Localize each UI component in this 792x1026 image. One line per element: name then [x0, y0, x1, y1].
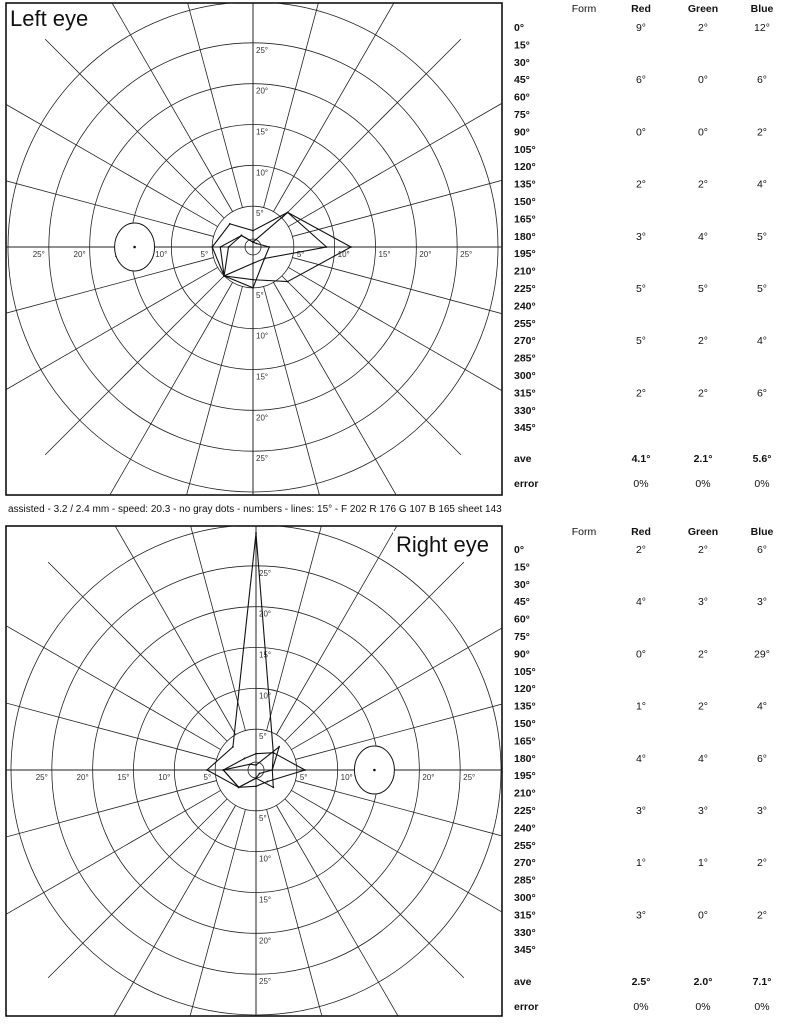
spoke-105: [177, 0, 243, 208]
angle-label-30: 30°: [514, 56, 530, 69]
cell-green-180: 4°: [697, 230, 709, 243]
spoke-225: [45, 276, 224, 455]
spoke-165: [0, 694, 217, 760]
eye-title: Left eye: [10, 6, 89, 31]
tick-up-20: 20°: [259, 609, 272, 619]
eye-title: Right eye: [396, 532, 489, 557]
angle-label-165: 165°: [514, 213, 536, 226]
tick-up-5: 5°: [256, 209, 264, 219]
cell-green-270: 1°: [697, 857, 709, 870]
field-point-red-180: [228, 246, 230, 248]
angle-label-225: 225°: [514, 283, 536, 295]
field-point-green-180: [222, 769, 224, 771]
field-point-blue-90: [255, 532, 257, 534]
tick-left-20: 20°: [73, 250, 86, 259]
tick-down-5: 5°: [259, 813, 267, 823]
spoke-135: [45, 39, 224, 218]
angle-label-255: 255°: [514, 317, 536, 330]
cell-green-225: 5°: [697, 283, 709, 295]
angle-label-300: 300°: [514, 892, 536, 904]
tick-left-5: 5°: [200, 250, 209, 259]
blind-spot-dot: [373, 769, 376, 772]
cell-green-315: 2°: [697, 387, 709, 400]
cell-red-315: 3°: [635, 909, 647, 922]
spoke-150: [0, 100, 218, 227]
angle-label-180: 180°: [514, 752, 536, 765]
cell-blue-45: 3°: [756, 596, 768, 609]
cell-blue-225: 5°: [756, 283, 768, 295]
tick-left-25: 25°: [35, 773, 48, 782]
field-point-blue-270: [252, 279, 254, 281]
error-red: 0%: [633, 1001, 649, 1013]
angle-label-330: 330°: [514, 926, 536, 939]
left-eye-chart: [0, 0, 547, 541]
cell-blue-270: 4°: [756, 335, 768, 348]
error-blue: 0%: [754, 478, 770, 490]
angle-label-315: 315°: [514, 387, 536, 400]
header-blue: Blue: [750, 526, 774, 538]
field-point-green-90: [252, 241, 254, 243]
angle-label-120: 120°: [514, 161, 536, 174]
cell-green-180: 4°: [697, 752, 709, 765]
tick-down-25: 25°: [256, 454, 269, 464]
field-point-red-0: [326, 246, 328, 248]
header-form: Form: [571, 3, 597, 15]
angle-label-345: 345°: [514, 944, 536, 957]
spoke-210: [0, 267, 218, 394]
tick-down-15: 15°: [256, 372, 269, 382]
header-green: Green: [687, 3, 719, 15]
angle-label-270: 270°: [514, 335, 536, 348]
angle-label-0: 0°: [514, 544, 525, 556]
error-blue: 0%: [754, 1001, 770, 1013]
spoke-30: [291, 623, 510, 750]
field-point-blue-225: [223, 275, 225, 277]
header-red: Red: [631, 526, 651, 538]
spoke-30: [288, 100, 507, 227]
angle-label-210: 210°: [514, 265, 536, 278]
cell-green-90: 2°: [697, 648, 709, 661]
angle-label-0: 0°: [514, 22, 525, 34]
spoke-315: [285, 799, 464, 978]
right-eye-table: [514, 526, 774, 1013]
cell-blue-270: 2°: [756, 857, 768, 870]
cell-blue-180: 6°: [756, 752, 768, 765]
angle-label-15: 15°: [514, 561, 530, 574]
tick-down-20: 20°: [256, 413, 269, 423]
ave-label: ave: [514, 976, 532, 988]
angle-label-60: 60°: [514, 91, 530, 104]
angle-label-105: 105°: [514, 143, 536, 156]
ave-label: ave: [514, 453, 532, 465]
header-blue: Blue: [750, 3, 774, 15]
spoke-300: [273, 282, 400, 501]
angle-label-240: 240°: [514, 822, 536, 835]
ave-green: 2.1°: [693, 453, 713, 465]
spoke-120: [109, 515, 236, 734]
cell-red-135: 2°: [635, 178, 647, 191]
cell-blue-135: 4°: [756, 178, 768, 191]
error-label: error: [514, 1001, 539, 1013]
grid-group: [0, 476, 550, 1026]
cell-green-45: 3°: [697, 596, 709, 609]
angle-label-165: 165°: [514, 735, 536, 748]
cell-green-315: 0°: [697, 909, 709, 922]
cell-red-45: 6°: [635, 74, 647, 87]
field-point-blue-180: [211, 246, 213, 248]
cell-red-45: 4°: [635, 596, 647, 609]
grid-group: [0, 0, 547, 541]
header-form: Form: [571, 526, 597, 538]
tick-up-20: 20°: [256, 86, 269, 96]
cell-blue-315: 6°: [756, 387, 768, 400]
field-point-green-135: [241, 235, 243, 237]
cell-red-315: 2°: [635, 387, 647, 400]
angle-label-300: 300°: [514, 370, 536, 382]
tick-left-15: 15°: [117, 773, 130, 782]
spoke-330: [288, 267, 507, 394]
error-label: error: [514, 478, 539, 490]
spoke-165: [0, 171, 214, 237]
field-point-blue-180: [206, 769, 208, 771]
angle-label-255: 255°: [514, 839, 536, 852]
cell-blue-0: 6°: [756, 544, 768, 556]
error-green: 0%: [695, 1001, 711, 1013]
tick-left-10: 10°: [158, 773, 171, 782]
field-point-red-135: [249, 763, 251, 765]
spoke-195: [0, 781, 217, 847]
field-point-green-0: [268, 246, 270, 248]
angle-label-285: 285°: [514, 352, 536, 365]
ave-red: 2.5°: [631, 976, 651, 988]
field-point-green-45: [256, 243, 258, 245]
ave-blue: 5.6°: [752, 453, 772, 465]
angle-label-150: 150°: [514, 196, 536, 208]
field-point-green-90: [255, 753, 257, 755]
tick-up-10: 10°: [259, 691, 272, 701]
cell-green-135: 2°: [697, 178, 709, 191]
settings-caption: assisted - 3.2 / 2.4 mm - speed: 20.3 - no gray dots - numbers - lines: 15° - F 202 R 176 G 107 B 165 sheet 143: [8, 504, 502, 515]
tick-down-20: 20°: [259, 936, 272, 946]
spoke-315: [282, 276, 461, 455]
right-eye-chart: [0, 476, 550, 1026]
tick-left-10: 10°: [155, 250, 168, 259]
field-polygon-red: [224, 212, 326, 287]
spoke-195: [0, 258, 214, 324]
field-point-blue-45: [287, 211, 289, 213]
tick-down-15: 15°: [259, 895, 272, 905]
field-point-blue-135: [229, 223, 231, 225]
tick-left-5: 5°: [203, 773, 212, 782]
error-red: 0%: [633, 478, 649, 490]
cell-red-0: 2°: [635, 544, 647, 556]
tick-right-25: 25°: [463, 773, 476, 782]
spoke-300: [276, 805, 403, 1024]
angle-label-315: 315°: [514, 909, 536, 922]
tick-left-25: 25°: [32, 250, 45, 259]
tick-up-15: 15°: [259, 650, 272, 660]
tick-left-20: 20°: [76, 773, 89, 782]
angle-label-180: 180°: [514, 230, 536, 243]
cell-red-180: 4°: [635, 752, 647, 765]
spoke-240: [109, 805, 236, 1024]
field-point-green-315: [259, 773, 261, 775]
field-point-green-270: [255, 777, 257, 779]
spoke-285: [267, 809, 333, 1026]
tick-right-20: 20°: [419, 250, 432, 259]
cell-blue-315: 2°: [756, 909, 768, 922]
cell-red-225: 3°: [635, 805, 647, 817]
spoke-120: [106, 0, 233, 212]
tick-right-5: 5°: [296, 250, 305, 259]
tick-right-5: 5°: [299, 773, 308, 782]
angle-label-195: 195°: [514, 770, 536, 783]
field-point-blue-0: [304, 769, 306, 771]
field-point-blue-270: [255, 785, 257, 787]
cell-red-135: 1°: [635, 700, 647, 713]
angle-label-285: 285°: [514, 874, 536, 887]
tick-down-25: 25°: [259, 977, 272, 987]
field-point-blue-90: [252, 230, 254, 232]
angle-label-135: 135°: [514, 700, 536, 713]
cell-green-45: 0°: [697, 74, 709, 87]
field-point-red-45: [278, 746, 280, 748]
angle-label-270: 270°: [514, 857, 536, 870]
cell-red-180: 3°: [635, 230, 647, 243]
cell-green-135: 2°: [697, 700, 709, 713]
cell-red-0: 9°: [635, 22, 647, 34]
angle-label-120: 120°: [514, 683, 536, 696]
angle-label-45: 45°: [514, 596, 530, 609]
tick-up-25: 25°: [259, 568, 272, 578]
spoke-45: [282, 39, 461, 218]
spoke-135: [48, 562, 227, 741]
tick-up-25: 25°: [256, 45, 269, 55]
field-point-red-270: [252, 287, 254, 289]
spoke-60: [276, 515, 403, 734]
cell-blue-90: 29°: [754, 648, 770, 661]
angle-label-60: 60°: [514, 613, 530, 626]
tick-right-15: 15°: [378, 250, 391, 259]
field-point-green-180: [219, 246, 221, 248]
angle-label-150: 150°: [514, 718, 536, 730]
tick-down-10: 10°: [259, 854, 272, 864]
cell-green-0: 2°: [697, 544, 709, 556]
cell-red-90: 0°: [635, 126, 647, 139]
angle-label-195: 195°: [514, 248, 536, 261]
angle-label-75: 75°: [514, 631, 530, 643]
cell-blue-90: 2°: [756, 126, 768, 139]
cell-red-270: 1°: [635, 857, 647, 870]
angle-label-345: 345°: [514, 422, 536, 435]
tick-down-5: 5°: [256, 290, 264, 300]
error-green: 0%: [695, 478, 711, 490]
field-point-red-315: [272, 786, 274, 788]
left-eye-table: [514, 3, 774, 490]
cell-blue-45: 6°: [756, 74, 768, 87]
ave-blue: 7.1°: [752, 976, 772, 988]
header-green: Green: [687, 526, 719, 538]
tick-down-10: 10°: [256, 331, 269, 341]
field-point-blue-0: [350, 246, 352, 248]
spoke-255: [180, 809, 246, 1026]
field-point-green-315: [264, 258, 266, 260]
angle-label-135: 135°: [514, 178, 536, 191]
tick-right-10: 10°: [340, 773, 353, 782]
field-point-blue-45: [272, 752, 274, 754]
cell-blue-180: 5°: [756, 230, 768, 243]
tick-up-15: 15°: [256, 127, 269, 137]
spoke-45: [285, 562, 464, 741]
cell-green-0: 2°: [697, 22, 709, 34]
spoke-75: [264, 0, 330, 208]
field-point-blue-135: [232, 746, 234, 748]
cell-green-270: 2°: [697, 335, 709, 348]
header-red: Red: [631, 3, 651, 15]
blind-spot-dot: [133, 246, 136, 249]
spoke-60: [273, 0, 400, 212]
field-point-green-135: [244, 758, 246, 760]
field-point-green-270: [252, 262, 254, 264]
angle-label-225: 225°: [514, 805, 536, 817]
cell-red-270: 5°: [635, 335, 647, 348]
tick-right-25: 25°: [460, 250, 473, 259]
spoke-240: [106, 282, 233, 501]
field-point-red-90: [255, 764, 257, 766]
tick-up-5: 5°: [259, 732, 267, 742]
field-point-blue-315: [287, 281, 289, 283]
cell-blue-0: 12°: [754, 22, 770, 34]
spoke-225: [48, 799, 227, 978]
spoke-150: [1, 623, 220, 750]
angle-label-105: 105°: [514, 665, 536, 678]
cell-red-90: 0°: [635, 648, 647, 661]
angle-label-30: 30°: [514, 578, 530, 591]
ave-green: 2.0°: [693, 976, 713, 988]
angle-label-330: 330°: [514, 404, 536, 417]
cell-green-90: 0°: [697, 126, 709, 139]
ave-red: 4.1°: [631, 453, 651, 465]
tick-up-10: 10°: [256, 168, 269, 178]
cell-blue-225: 3°: [756, 805, 768, 817]
angle-label-90: 90°: [514, 126, 530, 139]
field-point-blue-225: [238, 786, 240, 788]
angle-label-90: 90°: [514, 648, 530, 661]
cell-blue-135: 4°: [756, 700, 768, 713]
field-point-blue-315: [267, 781, 269, 783]
angle-label-240: 240°: [514, 300, 536, 313]
tick-right-10: 10°: [337, 250, 350, 259]
angle-label-45: 45°: [514, 74, 530, 87]
field-point-green-0: [271, 769, 273, 771]
spoke-210: [1, 790, 220, 917]
spoke-330: [291, 790, 510, 917]
angle-label-210: 210°: [514, 787, 536, 800]
tick-right-20: 20°: [422, 773, 435, 782]
cell-green-225: 3°: [697, 805, 709, 817]
angle-label-75: 75°: [514, 109, 530, 121]
angle-label-15: 15°: [514, 39, 530, 52]
cell-red-225: 5°: [635, 283, 647, 295]
